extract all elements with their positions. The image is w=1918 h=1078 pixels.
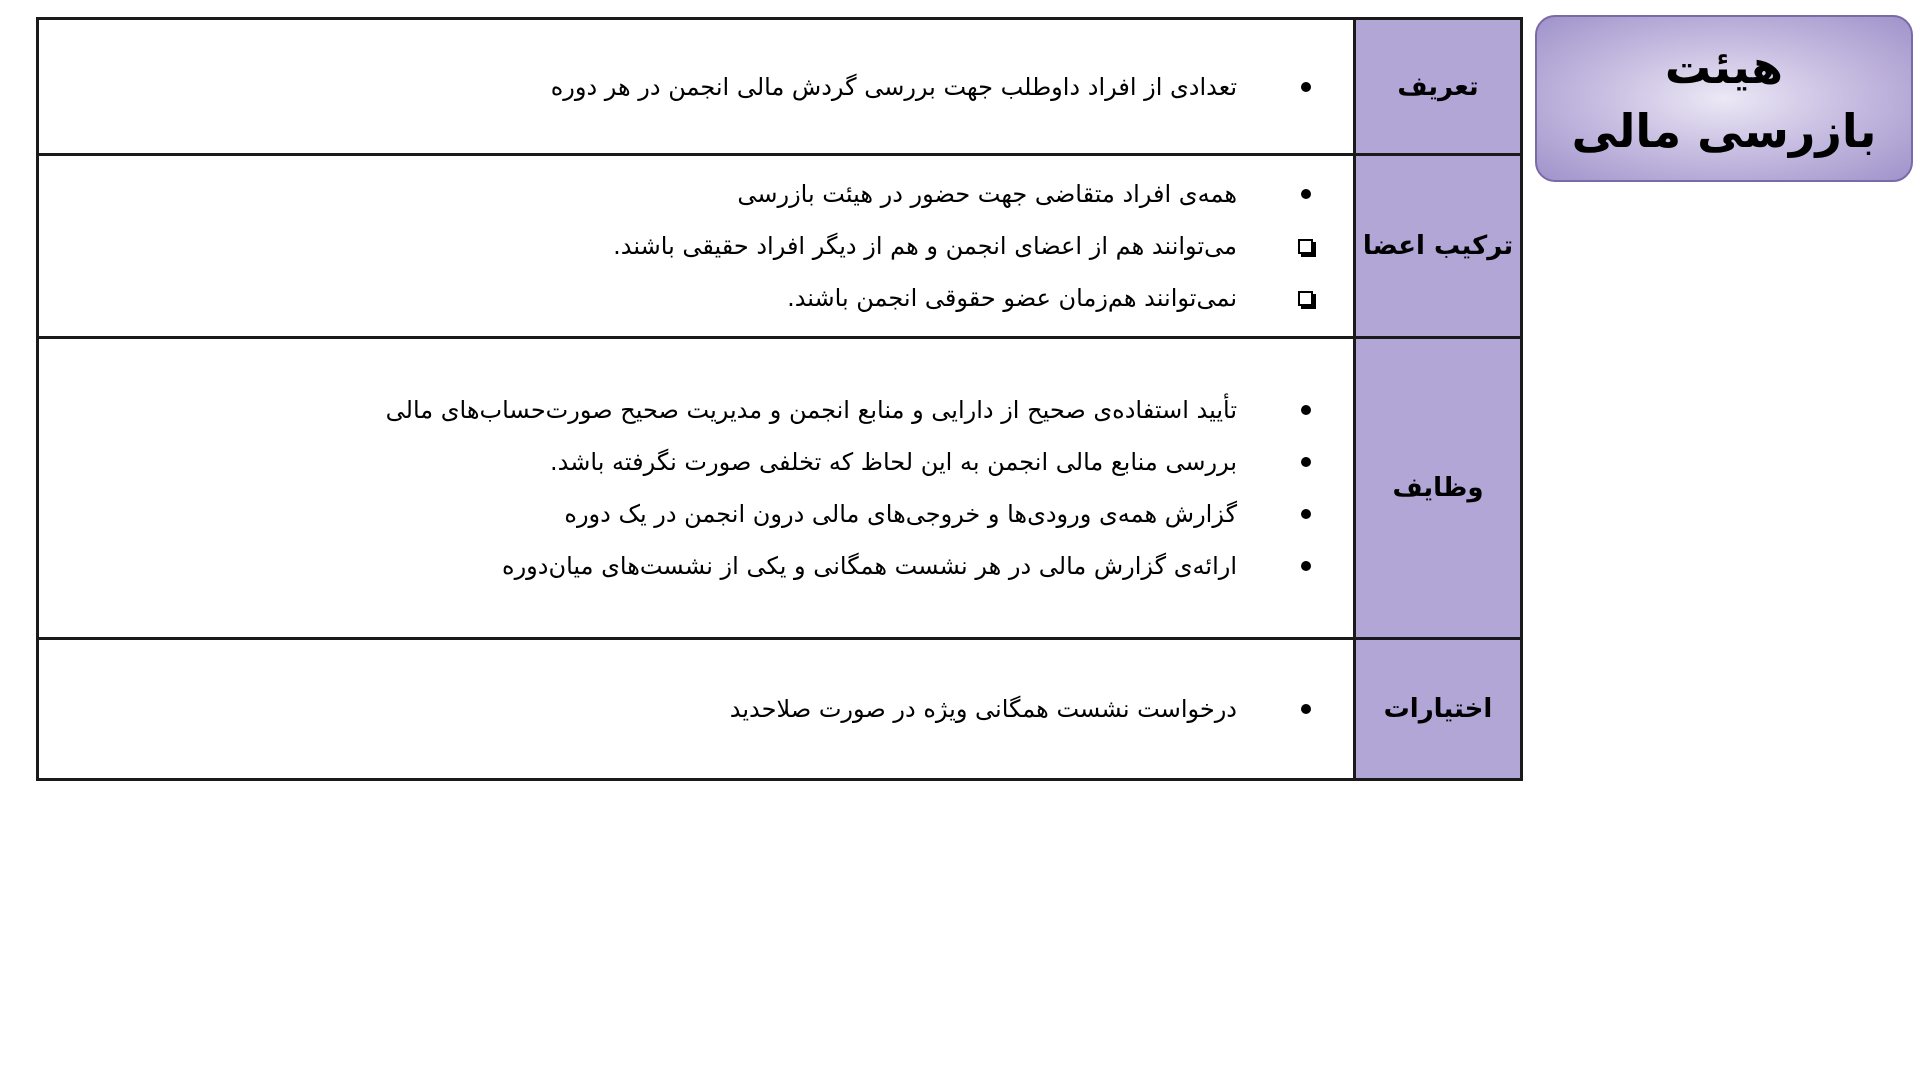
table-row-definition [39, 20, 1520, 156]
square-bullet-icon [1298, 291, 1313, 306]
list-item [39, 272, 1321, 324]
info-table [36, 17, 1523, 781]
list-item-text: همه‌ی افراد متقاضی جهت حضور در هیئت بازرسی [737, 180, 1237, 208]
list-item-text: درخواست نشست همگانی ویژه در صورت صلاحدید [729, 695, 1237, 723]
bullet-icon [1301, 82, 1311, 92]
list-item-text: بررسی منابع مالی انجمن به این لحاظ که تخلفی صورت نگرفته باشد. [550, 448, 1237, 476]
table-row-powers [39, 640, 1520, 778]
table-row-members [39, 156, 1520, 339]
list-item [39, 220, 1321, 272]
row-content-definition [39, 20, 1353, 153]
list-item [39, 488, 1321, 540]
row-label-duties: وظایف [1353, 339, 1520, 637]
slide-title-line-2: بازرسی مالی [1571, 103, 1877, 158]
list-item-text: ارائه‌ی گزارش مالی در هر نشست همگانی و یکی از نشست‌های میان‌دوره [502, 552, 1237, 580]
slide-title-box [1535, 15, 1913, 182]
list-item [39, 436, 1321, 488]
row-label-members: ترکیب اعضا [1353, 156, 1520, 336]
list-item [39, 683, 1321, 735]
slide-title-line-1: هیئت [1664, 39, 1784, 94]
list-item-text: تأیید استفاده‌ی صحیح از دارایی و منابع انجمن و مدیریت صحیح صورت‌حساب‌های مالی [385, 396, 1237, 424]
bullet-icon [1301, 509, 1311, 519]
row-content-powers [39, 640, 1353, 778]
list-item-text: تعدادی از افراد داوطلب جهت بررسی گردش مالی انجمن در هر دوره [550, 72, 1237, 101]
bullet-icon [1301, 457, 1311, 467]
bullet-icon [1301, 561, 1311, 571]
list-item [39, 61, 1321, 113]
list-item-text: نمی‌توانند هم‌زمان عضو حقوقی انجمن باشند. [787, 284, 1237, 312]
list-item [39, 384, 1321, 436]
bullet-icon [1301, 189, 1311, 199]
row-content-members [39, 156, 1353, 336]
bullet-icon [1301, 704, 1311, 714]
row-label-powers: اختیارات [1353, 640, 1520, 778]
bullet-icon [1301, 405, 1311, 415]
list-item [39, 540, 1321, 592]
list-item-text: گزارش همه‌ی ورودی‌ها و خروجی‌های مالی درون انجمن در یک دوره [564, 500, 1237, 528]
list-item [39, 168, 1321, 220]
row-content-duties [39, 339, 1353, 637]
square-bullet-icon [1298, 239, 1313, 254]
table-row-duties [39, 339, 1520, 640]
list-item-text: می‌توانند هم از اعضای انجمن و هم از دیگر افراد حقیقی باشند. [613, 232, 1237, 260]
row-label-definition: تعریف [1353, 20, 1520, 153]
